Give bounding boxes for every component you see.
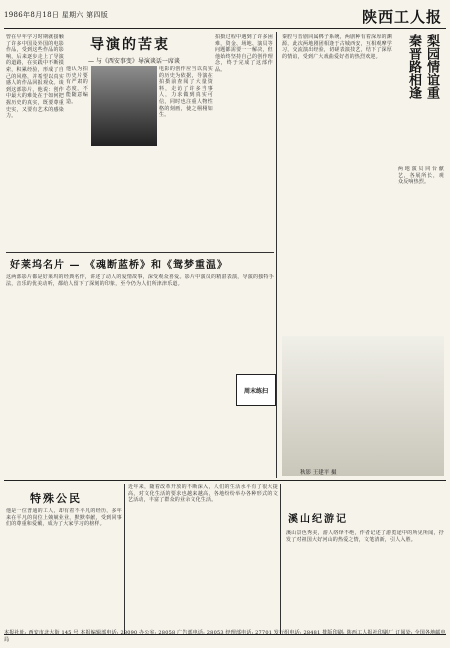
center-right-text: 拍摄过程中遇到了许多困难，资金、场地、演员等问题都需要一一解决，但他始终坚持自己的创作理念，终于完成了这部作品。 [215,34,273,73]
top-rule [4,28,446,29]
right-title-b: 梨园情谊重 [424,34,439,99]
masthead: 陕西工人报 [361,8,442,26]
right-title-a: 秦晋路相逢 [406,34,421,99]
logo-box: 周末练扫 [236,374,276,406]
left-column-text-2: 他认为拍历史片要有严肃的态度，不能随意编造。 [66,66,88,105]
lower-left-title: 特殊公民 [30,492,82,505]
column-divider [276,32,277,478]
center-column-text: 电影的创作应当以真实的历史为依据，导演在拍摄前查阅了大量资料，走访了许多当事人，力求做到真实可信，同时也注重人物性格的刻画，使之栩栩如生。 [159,66,213,119]
lower-center-text: 近年来，随着改革开放的不断深入，人们的生活水平有了很大提高，对文化生活的要求也越来越高，各地纷纷举办各种形式的文艺活动，丰富了群众的业余文化生活。 [128,484,278,504]
mid-rule [6,252,274,253]
left-column-text: 曾在早年学习时期就接触了许多中国及外国的电影作品，受到这些作品的影响，后来逐步走上了导演的道路，在实践中不断摸索，积累经验，形成了自己的风格，并希望以真实感人的作品回报观众。谈到这部影片，他说：创作中最大的难处在于如何把握历史的真实，既要尊重史实，又要有艺术的感染力。 [6,34,64,120]
date-line: 1986年8月18日 星期六 第四版 [4,11,109,19]
mid-article-text: 这两部影片都是好莱坞的经典名作，讲述了动人的爱情故事，深受观众喜爱。影片中演员的精湛表演，导演的独特手法，音乐的优美动听，都给人留下了深刻的印象，至今仍为人们所津津乐道。 [6,274,274,287]
landscape-photo [282,336,444,476]
lead-subtitle: — 与《西安事变》导演谈话一席谈 [88,58,180,65]
footer: 本报社址: 西安市北大街 145 号 本报编辑部电话: 28090 办公室: 28058 广告部电话: 28053 经理部电话: 27701 发行组电话: 28481 排版印刷: 陕西工人报社印刷厂 订阅处: 全国各地邮电局 [4,630,446,643]
mid-title: 好莱坞名片 — 《魂断蓝桥》和《鸳梦重温》 [10,260,228,271]
right-column-text: 秦腔与晋剧同属梆子系统，两剧种有着深厚的渊源，此次两地剧团相逢于古城西安，互相观摩学习，交流演出经验，切磋表演技艺，结下了深厚的情谊，受到广大戏曲爱好者的热烈欢迎。 [282,34,392,60]
lower-rule [4,480,446,481]
portrait-photo [91,66,157,146]
lower-center-title: 溪山纪游记 [288,514,348,525]
lower-left-text: 他是一位普通的工人，却有着不平凡的经历，多年来在平凡的岗位上兢兢业业，默默奉献，受到同事们的尊重和爱戴，成为了大家学习的榜样。 [6,508,122,528]
lower-divider-2 [280,484,281,634]
photo-caption: 秋影 王建平 摄 [300,470,337,476]
lower-divider-1 [124,484,125,634]
lower-right-text: 溪山景色秀美，游人络绎不绝，作者记述了游览途中的所见所闻，抒发了对祖国大好河山的热爱之情，文笔清新，引人入胜。 [286,530,444,543]
header [4,6,446,28]
right-column-text-2: 两地演员同台献艺，各展所长，观众反响热烈。 [398,166,444,186]
lead-title: 导演的苦衷 [90,37,170,53]
